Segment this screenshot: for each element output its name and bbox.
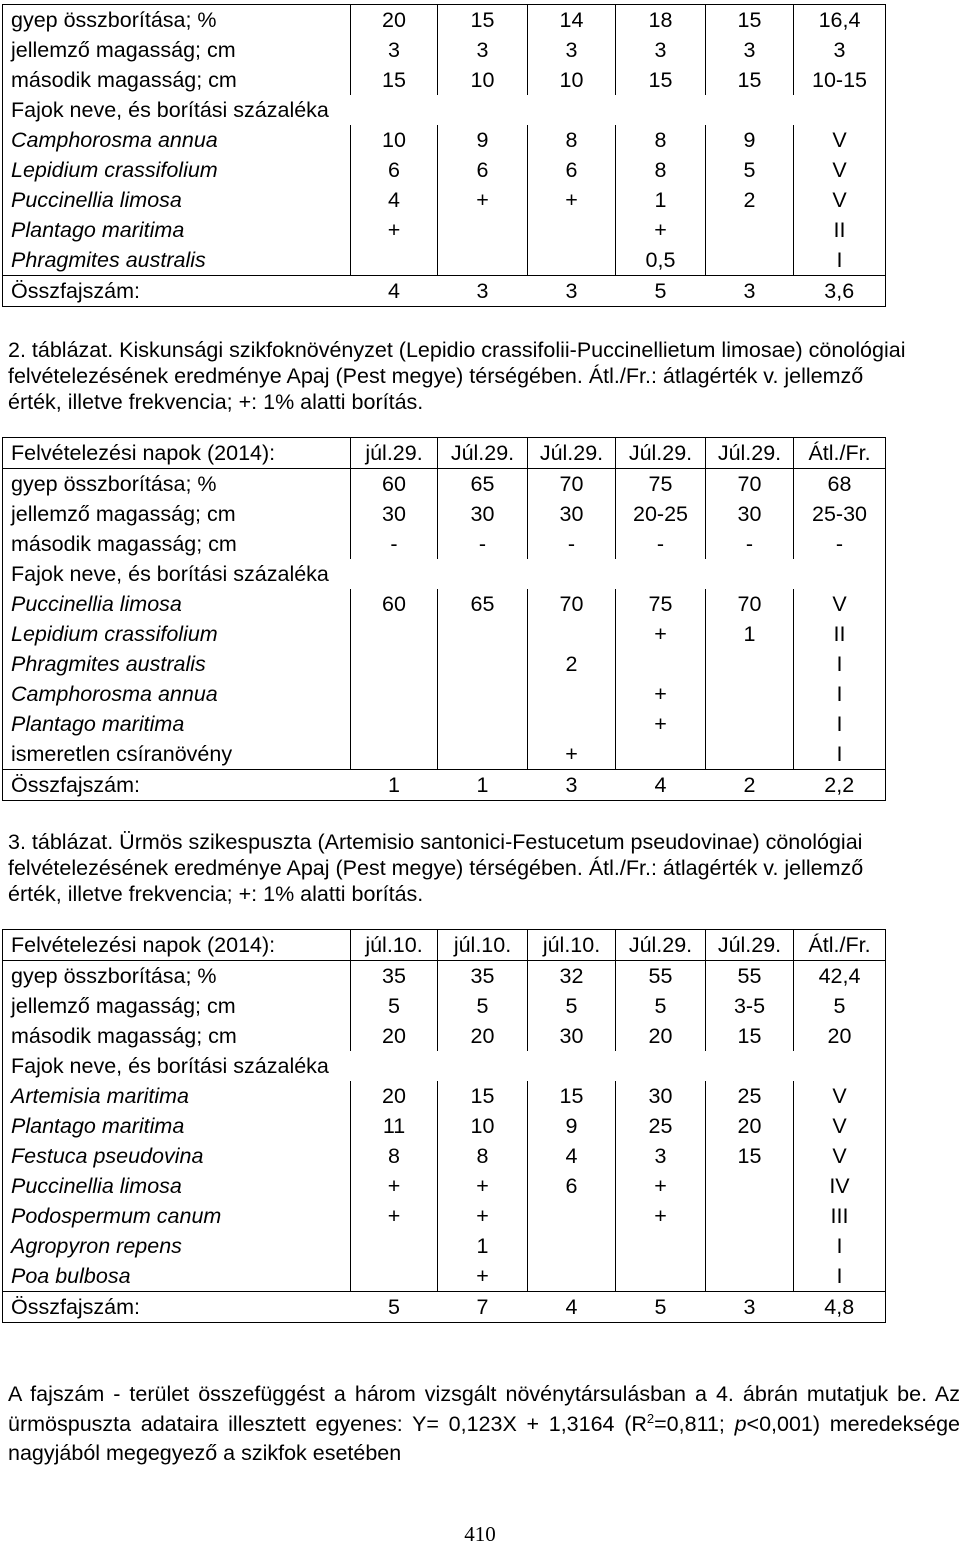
value-cell bbox=[706, 1261, 794, 1292]
section-row bbox=[3, 1051, 886, 1081]
value-cell bbox=[351, 649, 438, 679]
total-cell: 4 bbox=[351, 276, 438, 307]
caption-text: Kiskunsági szikfoknövényzet (Lepidio crassifolii-Puccinellietum limosae) cönológiai felvételezésének eredménye Apaj (Pest megye) térségében. Átl./Fr.: átlagérték v. jellemző érték, illetve frekvencia; +: 1% alatti borítás. bbox=[8, 338, 906, 414]
value-cell: - bbox=[438, 529, 528, 559]
value-cell: 6 bbox=[528, 155, 616, 185]
value-cell: 15 bbox=[706, 65, 794, 95]
value-cell: + bbox=[438, 1201, 528, 1231]
value-cell bbox=[528, 245, 616, 276]
species-name: ismeretlen csíranövény bbox=[3, 739, 351, 770]
total-cell: 3 bbox=[528, 276, 616, 307]
value-cell: - bbox=[351, 529, 438, 559]
value-cell: V bbox=[794, 1111, 886, 1141]
value-cell: I bbox=[794, 679, 886, 709]
value-cell: - bbox=[794, 529, 886, 559]
value-cell bbox=[438, 709, 528, 739]
paragraph-superscript: 2 bbox=[646, 1410, 655, 1426]
value-cell: I bbox=[794, 1231, 886, 1261]
total-cell: 7 bbox=[438, 1292, 528, 1323]
value-cell: 20 bbox=[351, 5, 438, 36]
value-cell: + bbox=[351, 1201, 438, 1231]
total-row bbox=[3, 770, 886, 801]
value-cell: I bbox=[794, 245, 886, 276]
species-row bbox=[3, 125, 886, 155]
species-row bbox=[3, 649, 886, 679]
value-cell: - bbox=[528, 529, 616, 559]
value-cell: IV bbox=[794, 1171, 886, 1201]
value-cell: 35 bbox=[438, 961, 528, 992]
total-cell: 4 bbox=[528, 1292, 616, 1323]
value-cell: 8 bbox=[351, 1141, 438, 1171]
value-cell: 3 bbox=[616, 35, 706, 65]
total-cell: 2,2 bbox=[794, 770, 886, 801]
value-cell bbox=[351, 245, 438, 276]
value-cell bbox=[438, 245, 528, 276]
value-cell bbox=[706, 709, 794, 739]
value-cell: 8 bbox=[438, 1141, 528, 1171]
value-cell: 4 bbox=[528, 1141, 616, 1171]
value-cell: + bbox=[438, 1171, 528, 1201]
value-cell bbox=[438, 619, 528, 649]
value-cell: 30 bbox=[528, 1021, 616, 1051]
species-row bbox=[3, 155, 886, 185]
value-cell: 15 bbox=[706, 1141, 794, 1171]
value-cell: 20 bbox=[794, 1021, 886, 1051]
total-cell: 5 bbox=[351, 1292, 438, 1323]
total-cell: 3 bbox=[528, 770, 616, 801]
value-cell: 15 bbox=[706, 1021, 794, 1051]
value-cell bbox=[528, 679, 616, 709]
value-cell: 20 bbox=[438, 1021, 528, 1051]
total-label: Összfajszám: bbox=[3, 1292, 351, 1323]
species-name: Camphorosma annua bbox=[3, 125, 351, 155]
value-cell: 55 bbox=[616, 961, 706, 992]
value-cell: 6 bbox=[438, 155, 528, 185]
value-cell: 25 bbox=[616, 1111, 706, 1141]
value-cell bbox=[351, 709, 438, 739]
value-cell bbox=[528, 709, 616, 739]
value-cell: 75 bbox=[616, 469, 706, 500]
row-label: gyep összborítása; % bbox=[3, 5, 351, 36]
value-cell: - bbox=[706, 529, 794, 559]
value-cell: + bbox=[616, 215, 706, 245]
value-cell: 15 bbox=[528, 1081, 616, 1111]
value-cell: 5 bbox=[438, 991, 528, 1021]
value-cell: 10 bbox=[351, 125, 438, 155]
date-cell: júl.29. bbox=[351, 438, 438, 469]
value-cell: 10 bbox=[438, 65, 528, 95]
species-row bbox=[3, 185, 886, 215]
date-cell: Átl./Fr. bbox=[794, 930, 886, 961]
value-cell: 42,4 bbox=[794, 961, 886, 992]
value-cell bbox=[706, 679, 794, 709]
value-cell: 15 bbox=[438, 5, 528, 36]
value-cell bbox=[438, 649, 528, 679]
value-cell: 9 bbox=[706, 125, 794, 155]
section-label: Fajok neve, és borítási százaléka bbox=[3, 1051, 886, 1081]
value-cell: 65 bbox=[438, 589, 528, 619]
value-cell: + bbox=[438, 1261, 528, 1292]
value-cell: 60 bbox=[351, 469, 438, 500]
date-cell: Júl.29. bbox=[706, 930, 794, 961]
row-label: jellemző magasság; cm bbox=[3, 35, 351, 65]
value-cell: 4 bbox=[351, 185, 438, 215]
value-cell: 2 bbox=[528, 649, 616, 679]
species-name: Poa bulbosa bbox=[3, 1261, 351, 1292]
date-cell: Júl.29. bbox=[528, 438, 616, 469]
value-cell: I bbox=[794, 1261, 886, 1292]
value-cell: 70 bbox=[528, 469, 616, 500]
value-cell: + bbox=[351, 215, 438, 245]
value-cell bbox=[616, 649, 706, 679]
total-label: Összfajszám: bbox=[3, 770, 351, 801]
caption-label: 3. táblázat. bbox=[8, 830, 114, 854]
species-row bbox=[3, 709, 886, 739]
value-cell: 3-5 bbox=[706, 991, 794, 1021]
species-name: Festuca pseudovina bbox=[3, 1141, 351, 1171]
page-number: 410 bbox=[464, 1522, 496, 1546]
row-label: jellemző magasság; cm bbox=[3, 991, 351, 1021]
species-row bbox=[3, 739, 886, 770]
species-row bbox=[3, 619, 886, 649]
dates-row bbox=[3, 930, 886, 961]
total-cell: 3 bbox=[706, 276, 794, 307]
caption-label: 2. táblázat. bbox=[8, 338, 114, 362]
header-row bbox=[3, 35, 886, 65]
value-cell: 20 bbox=[351, 1021, 438, 1051]
date-cell: Átl./Fr. bbox=[794, 438, 886, 469]
date-cell: júl.10. bbox=[528, 930, 616, 961]
value-cell bbox=[351, 1261, 438, 1292]
total-label: Összfajszám: bbox=[3, 276, 351, 307]
value-cell: V bbox=[794, 125, 886, 155]
header-row bbox=[3, 469, 886, 500]
value-cell: 20 bbox=[616, 1021, 706, 1051]
total-cell: 3 bbox=[706, 1292, 794, 1323]
value-cell: V bbox=[794, 1081, 886, 1111]
species-name: Agropyron repens bbox=[3, 1231, 351, 1261]
header-row bbox=[3, 65, 886, 95]
dates-row bbox=[3, 438, 886, 469]
table-1 bbox=[2, 4, 886, 307]
value-cell bbox=[438, 739, 528, 770]
value-cell: 8 bbox=[528, 125, 616, 155]
value-cell bbox=[706, 649, 794, 679]
total-cell: 3,6 bbox=[794, 276, 886, 307]
total-cell: 4,8 bbox=[794, 1292, 886, 1323]
value-cell: + bbox=[616, 1201, 706, 1231]
species-name: Lepidium crassifolium bbox=[3, 155, 351, 185]
row-label: gyep összborítása; % bbox=[3, 469, 351, 500]
species-name: Artemisia maritima bbox=[3, 1081, 351, 1111]
species-name: Camphorosma annua bbox=[3, 679, 351, 709]
value-cell: 15 bbox=[438, 1081, 528, 1111]
species-row bbox=[3, 1201, 886, 1231]
total-cell: 4 bbox=[616, 770, 706, 801]
total-cell: 1 bbox=[351, 770, 438, 801]
value-cell: 18 bbox=[616, 5, 706, 36]
value-cell bbox=[528, 1201, 616, 1231]
value-cell: V bbox=[794, 1141, 886, 1171]
value-cell bbox=[706, 1201, 794, 1231]
value-cell: 0,5 bbox=[616, 245, 706, 276]
value-cell: 16,4 bbox=[794, 5, 886, 36]
value-cell: I bbox=[794, 709, 886, 739]
value-cell: 5 bbox=[794, 991, 886, 1021]
value-cell: 20 bbox=[351, 1081, 438, 1111]
value-cell: 9 bbox=[438, 125, 528, 155]
total-cell: 5 bbox=[616, 276, 706, 307]
value-cell: + bbox=[438, 185, 528, 215]
value-cell: 3 bbox=[438, 35, 528, 65]
value-cell: 14 bbox=[528, 5, 616, 36]
species-row bbox=[3, 1111, 886, 1141]
value-cell: 5 bbox=[706, 155, 794, 185]
row-label: második magasság; cm bbox=[3, 1021, 351, 1051]
value-cell bbox=[528, 619, 616, 649]
value-cell: - bbox=[616, 529, 706, 559]
value-cell bbox=[528, 1231, 616, 1261]
header-row bbox=[3, 1021, 886, 1051]
value-cell: 5 bbox=[616, 991, 706, 1021]
date-cell: júl.10. bbox=[351, 930, 438, 961]
dates-label: Felvételezési napok (2014): bbox=[3, 438, 351, 469]
value-cell: III bbox=[794, 1201, 886, 1231]
value-cell: 5 bbox=[351, 991, 438, 1021]
value-cell bbox=[616, 739, 706, 770]
species-name: Puccinellia limosa bbox=[3, 185, 351, 215]
value-cell: 70 bbox=[706, 589, 794, 619]
value-cell: 32 bbox=[528, 961, 616, 992]
species-row bbox=[3, 1081, 886, 1111]
value-cell: 3 bbox=[794, 35, 886, 65]
header-row bbox=[3, 991, 886, 1021]
caption-text: Ürmös szikespuszta (Artemisio santonici-Festucetum pseudovinae) cönológiai felvételezésének eredménye Apaj (Pest megye) térségében. Átl./Fr.: átlagérték v. jellemző érték, illetve frekvencia; +: 1% alatti borítás. bbox=[8, 830, 864, 906]
header-row bbox=[3, 499, 886, 529]
value-cell: 15 bbox=[616, 65, 706, 95]
body-paragraph bbox=[8, 1380, 960, 1469]
value-cell: 15 bbox=[706, 5, 794, 36]
species-row bbox=[3, 245, 886, 276]
row-label: jellemző magasság; cm bbox=[3, 499, 351, 529]
value-cell bbox=[706, 739, 794, 770]
value-cell: 70 bbox=[706, 469, 794, 500]
value-cell: 1 bbox=[706, 619, 794, 649]
total-row bbox=[3, 1292, 886, 1323]
value-cell: 30 bbox=[706, 499, 794, 529]
species-row bbox=[3, 1231, 886, 1261]
header-row bbox=[3, 961, 886, 992]
species-name: Puccinellia limosa bbox=[3, 589, 351, 619]
table-3-caption bbox=[8, 829, 908, 907]
species-name: Phragmites australis bbox=[3, 245, 351, 276]
value-cell: 65 bbox=[438, 469, 528, 500]
value-cell: II bbox=[794, 619, 886, 649]
value-cell: + bbox=[528, 739, 616, 770]
species-name: Podospermum canum bbox=[3, 1201, 351, 1231]
species-name: Lepidium crassifolium bbox=[3, 619, 351, 649]
value-cell: 30 bbox=[528, 499, 616, 529]
header-row bbox=[3, 529, 886, 559]
value-cell bbox=[528, 1261, 616, 1292]
row-label: gyep összborítása; % bbox=[3, 961, 351, 992]
dates-label: Felvételezési napok (2014): bbox=[3, 930, 351, 961]
species-row bbox=[3, 1141, 886, 1171]
paragraph-text-1: A fajszám - terület összefüggést a három vizsgált növénytársulásban a 4. ábrán mutatjuk be. Az ürmöspuszta adataira illesztett egyenes: Y= 0,123X + 1,3164 (R bbox=[8, 1382, 960, 1436]
total-cell: 3 bbox=[438, 276, 528, 307]
value-cell: 9 bbox=[528, 1111, 616, 1141]
row-label: második magasság; cm bbox=[3, 65, 351, 95]
header-row bbox=[3, 5, 886, 36]
species-name: Plantago maritima bbox=[3, 1111, 351, 1141]
total-cell: 5 bbox=[616, 1292, 706, 1323]
value-cell bbox=[351, 1231, 438, 1261]
value-cell: 5 bbox=[528, 991, 616, 1021]
value-cell bbox=[438, 679, 528, 709]
value-cell: 20-25 bbox=[616, 499, 706, 529]
species-name: Phragmites australis bbox=[3, 649, 351, 679]
section-label: Fajok neve, és borítási százaléka bbox=[3, 95, 886, 125]
value-cell: V bbox=[794, 155, 886, 185]
value-cell: + bbox=[616, 709, 706, 739]
value-cell: + bbox=[616, 1171, 706, 1201]
value-cell bbox=[528, 215, 616, 245]
value-cell: 8 bbox=[616, 125, 706, 155]
value-cell bbox=[616, 1231, 706, 1261]
species-row bbox=[3, 1261, 886, 1292]
section-row bbox=[3, 559, 886, 589]
date-cell: Júl.29. bbox=[706, 438, 794, 469]
species-name: Plantago maritima bbox=[3, 215, 351, 245]
value-cell: 25-30 bbox=[794, 499, 886, 529]
date-cell: Júl.29. bbox=[616, 930, 706, 961]
section-row bbox=[3, 95, 886, 125]
table-2 bbox=[2, 437, 886, 801]
value-cell: 3 bbox=[528, 35, 616, 65]
value-cell: I bbox=[794, 649, 886, 679]
value-cell bbox=[351, 619, 438, 649]
section-label: Fajok neve, és borítási százaléka bbox=[3, 559, 886, 589]
value-cell: + bbox=[616, 679, 706, 709]
total-row bbox=[3, 276, 886, 307]
species-name: Plantago maritima bbox=[3, 709, 351, 739]
value-cell: 25 bbox=[706, 1081, 794, 1111]
value-cell: 6 bbox=[351, 155, 438, 185]
value-cell: 70 bbox=[528, 589, 616, 619]
date-cell: Júl.29. bbox=[438, 438, 528, 469]
value-cell: + bbox=[528, 185, 616, 215]
value-cell: 35 bbox=[351, 961, 438, 992]
value-cell: 10 bbox=[438, 1111, 528, 1141]
value-cell bbox=[616, 1261, 706, 1292]
value-cell: 68 bbox=[794, 469, 886, 500]
value-cell: 30 bbox=[351, 499, 438, 529]
species-row bbox=[3, 589, 886, 619]
value-cell: 11 bbox=[351, 1111, 438, 1141]
value-cell: 60 bbox=[351, 589, 438, 619]
table-3 bbox=[2, 929, 886, 1323]
value-cell: V bbox=[794, 589, 886, 619]
value-cell: 3 bbox=[351, 35, 438, 65]
value-cell: 30 bbox=[438, 499, 528, 529]
table-2-caption bbox=[8, 337, 908, 415]
value-cell: I bbox=[794, 739, 886, 770]
value-cell: 6 bbox=[528, 1171, 616, 1201]
paragraph-p-italic: p bbox=[734, 1411, 747, 1436]
value-cell: V bbox=[794, 185, 886, 215]
species-row bbox=[3, 215, 886, 245]
value-cell: 3 bbox=[616, 1141, 706, 1171]
value-cell: 20 bbox=[706, 1111, 794, 1141]
species-row bbox=[3, 679, 886, 709]
value-cell: 3 bbox=[706, 35, 794, 65]
total-cell: 2 bbox=[706, 770, 794, 801]
value-cell: 15 bbox=[351, 65, 438, 95]
value-cell: + bbox=[616, 619, 706, 649]
value-cell: 10-15 bbox=[794, 65, 886, 95]
value-cell: 8 bbox=[616, 155, 706, 185]
value-cell: 10 bbox=[528, 65, 616, 95]
value-cell bbox=[706, 215, 794, 245]
row-label: második magasság; cm bbox=[3, 529, 351, 559]
value-cell bbox=[351, 739, 438, 770]
value-cell: 55 bbox=[706, 961, 794, 992]
paragraph-text-3: <0,001) meredeksége nagyjából megegyező a szikfok esetében bbox=[8, 1411, 960, 1465]
value-cell bbox=[706, 245, 794, 276]
value-cell: + bbox=[351, 1171, 438, 1201]
species-name: Puccinellia limosa bbox=[3, 1171, 351, 1201]
value-cell bbox=[438, 215, 528, 245]
date-cell: Júl.29. bbox=[616, 438, 706, 469]
species-row bbox=[3, 1171, 886, 1201]
value-cell: II bbox=[794, 215, 886, 245]
value-cell: 30 bbox=[616, 1081, 706, 1111]
date-cell: júl.10. bbox=[438, 930, 528, 961]
value-cell bbox=[706, 1231, 794, 1261]
paragraph-text-2: =0,811; bbox=[654, 1411, 735, 1436]
value-cell bbox=[706, 1171, 794, 1201]
total-cell: 1 bbox=[438, 770, 528, 801]
value-cell bbox=[351, 679, 438, 709]
value-cell: 1 bbox=[438, 1231, 528, 1261]
value-cell: 75 bbox=[616, 589, 706, 619]
value-cell: 2 bbox=[706, 185, 794, 215]
value-cell: 1 bbox=[616, 185, 706, 215]
